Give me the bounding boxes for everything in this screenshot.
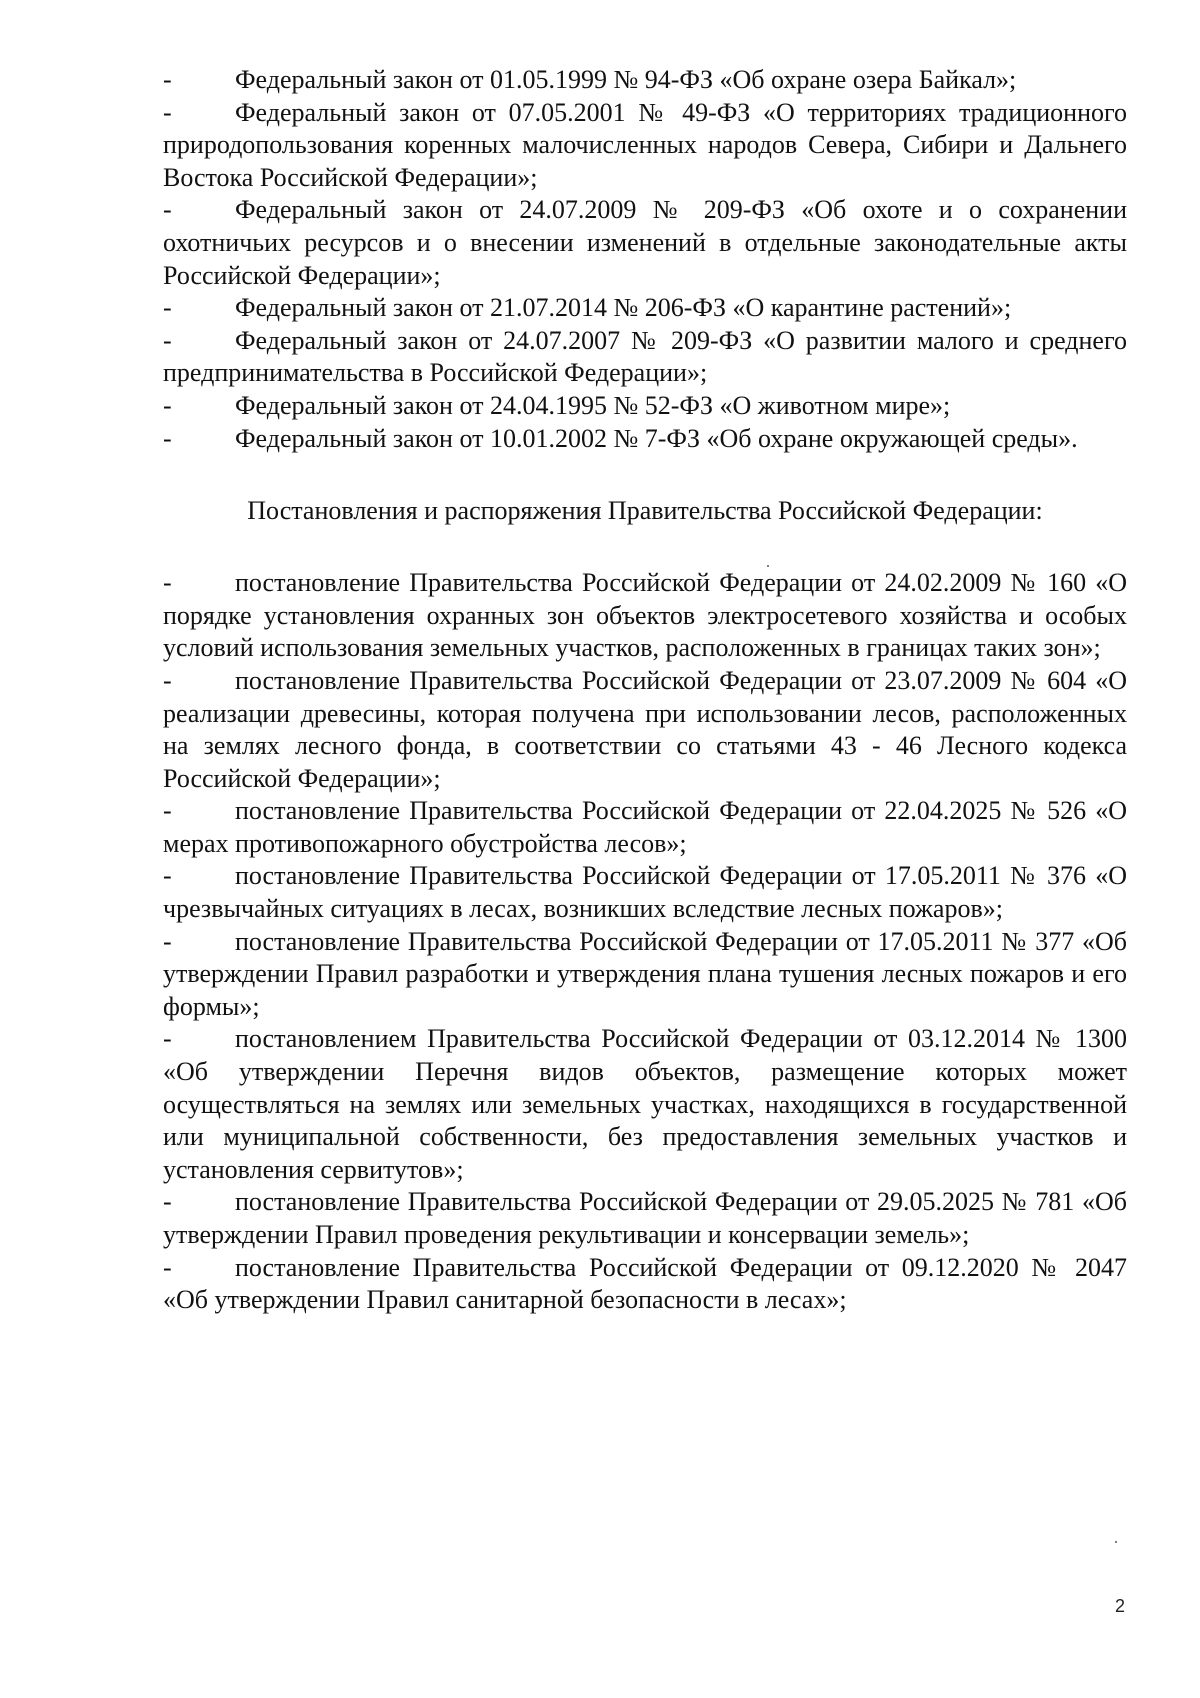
list-item-text: Федеральный закон от 24.07.2007 № 209-ФЗ «О развитии малого и среднего предпринимательства в Российской Федерации»;: [163, 325, 1127, 388]
list-item-text: постановление Правительства Российской Федерации от 24.02.2009 № 160 «О порядке установления охранных зон объектов электросетевого хозяйства и особых условий использования земельных участков, расположенных в границах таких зон»;: [163, 568, 1127, 663]
list-dash: -: [163, 423, 172, 453]
list-item-text: Федеральный закон от 07.05.2001 № 49-ФЗ «О территориях традиционного природопользования коренных малочисленных народов Севера, Сибири и Дальнего Востока Российской Федерации»;: [163, 97, 1127, 192]
list-item-text: постановлением Правительства Российской Федерации от 03.12.2014 № 1300 «Об утверждении Перечня видов объектов, размещение которых может осуществляться на землях или земельных участках, находящихся в государственной или муниципальной собственности, без предоставления земельных участков и установления сервитутов»;: [163, 1024, 1127, 1184]
list-dash: -: [163, 1187, 172, 1217]
list-dash: -: [163, 195, 172, 225]
section-heading: Постановления и распоряжения Правительства Российской Федерации:: [247, 496, 1043, 526]
list-dash: -: [163, 1252, 172, 1282]
list-item: [163, 292, 1127, 325]
list-item-text: постановление Правительства Российской Федерации от 09.12.2020 № 2047 «Об утверждении Правил санитарной безопасности в лесах»;: [163, 1252, 1127, 1315]
list-item-text: Федеральный закон от 10.01.2002 № 7-ФЗ «Об охране окружающей среды».: [235, 423, 1078, 453]
scan-speck: [767, 565, 769, 567]
page-number: 2: [1114, 1596, 1125, 1616]
list-dash: -: [163, 97, 172, 127]
scan-speck: [1115, 1541, 1117, 1543]
document-page: [163, 64, 1127, 1317]
list-item-text: Федеральный закон от 21.07.2014 № 206-ФЗ «О карантине растений»;: [235, 293, 1012, 323]
federal-laws-list: [163, 64, 1127, 455]
list-item: [163, 423, 1127, 456]
list-item: [163, 1186, 1127, 1251]
list-dash: -: [163, 65, 172, 94]
list-item: [163, 567, 1127, 665]
list-item: [163, 97, 1127, 195]
list-item: [163, 1252, 1127, 1317]
list-item-text: постановление Правительства Российской Федерации от 22.04.2025 № 526 «О мерах противопожарного обустройства лесов»;: [163, 796, 1127, 858]
list-dash: -: [163, 1024, 172, 1054]
list-item: [163, 1023, 1127, 1186]
list-dash: -: [163, 796, 172, 826]
list-item-text: Федеральный закон от 24.07.2009 № 209-ФЗ «Об охоте и о сохранении охотничьих ресурсов и о внесении изменений в отдельные законодательные акты Российской Федерации»;: [163, 195, 1127, 290]
list-item-text: постановление Правительства Российской Федерации от 29.05.2025 № 781 «Об утверждении Правил проведения рекультивации и консервации земель»;: [163, 1187, 1127, 1249]
list-item: [163, 795, 1127, 860]
list-dash: -: [163, 568, 172, 598]
list-dash: -: [163, 390, 172, 420]
list-item: [163, 390, 1127, 423]
government-acts-list: [163, 567, 1127, 1317]
list-item-text: Федеральный закон от 24.04.1995 № 52-ФЗ «О животном мире»;: [235, 390, 951, 420]
list-item-text: постановление Правительства Российской Федерации от 23.07.2009 № 604 «О реализации древесины, которая получена при использовании лесов, расположенных на землях лесного фонда, в соответствии со статьями 43 - 46 Лесного кодекса Российской Федерации»;: [163, 665, 1127, 793]
list-dash: -: [163, 861, 172, 891]
list-dash: -: [163, 926, 172, 956]
list-item: [163, 926, 1127, 1024]
list-item: [163, 665, 1127, 795]
list-item-text: постановление Правительства Российской Федерации от 17.05.2011 № 377 «Об утверждении Правил разработки и утверждения плана тушения лесных пожаров и его формы»;: [163, 926, 1127, 1021]
list-dash: -: [163, 665, 172, 695]
list-item: [163, 325, 1127, 390]
list-item: [163, 64, 1127, 97]
list-item-text: постановление Правительства Российской Федерации от 17.05.2011 № 376 «О чрезвычайных ситуациях в лесах, возникших вследствие лесных пожаров»;: [163, 861, 1127, 924]
list-dash: -: [163, 293, 172, 323]
list-item: [163, 194, 1127, 292]
list-item-text: Федеральный закон от 01.05.1999 № 94-ФЗ «Об охране озера Байкал»;: [235, 65, 1017, 94]
list-item: [163, 860, 1127, 925]
list-dash: -: [163, 325, 172, 355]
